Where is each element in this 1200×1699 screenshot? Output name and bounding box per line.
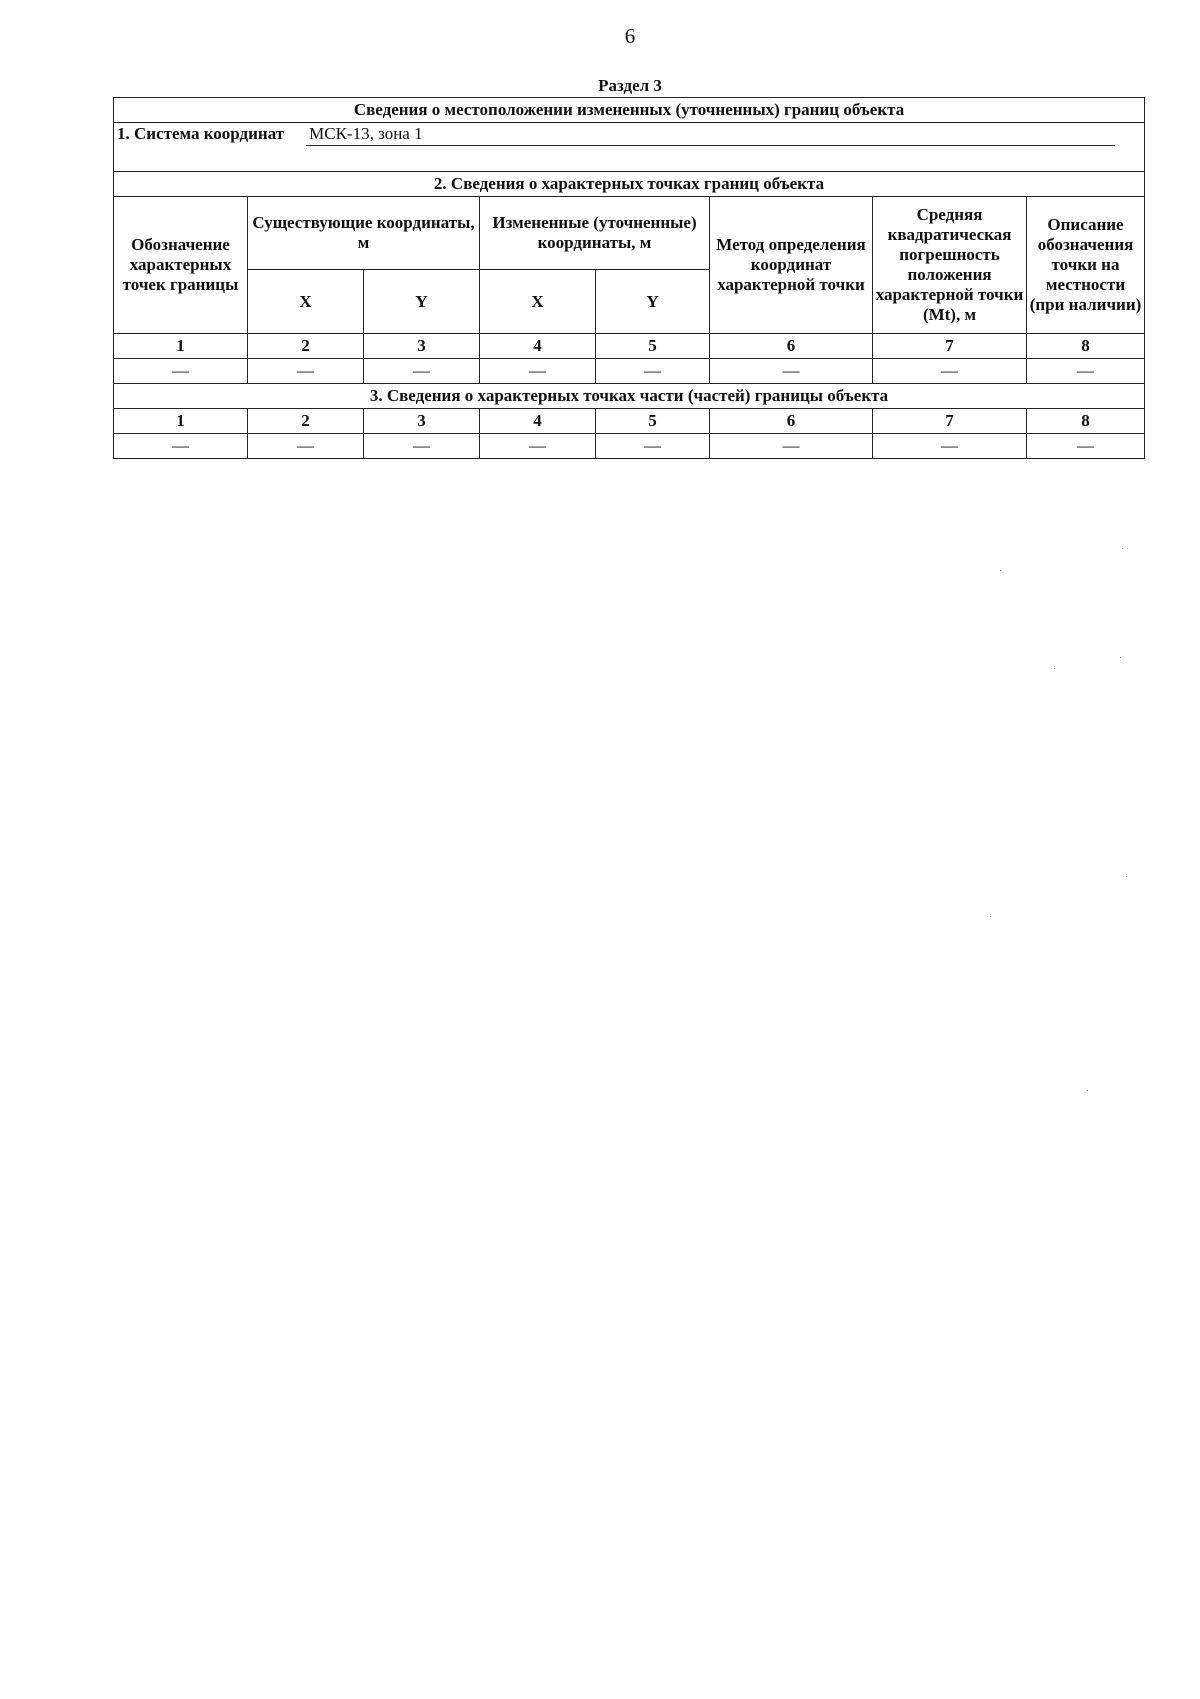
column-number: 6 [710, 334, 873, 359]
header-existing-coordinates: Существующие координаты, м [248, 197, 480, 270]
column-number: 7 [873, 334, 1027, 359]
scan-speck [990, 916, 991, 917]
header-changed-x: X [480, 270, 596, 334]
scan-speck [1120, 657, 1121, 658]
table-cell: — [248, 434, 364, 459]
column-number: 3 [364, 334, 480, 359]
table-cell: — [596, 359, 710, 384]
section-title: Раздел 3 [598, 76, 662, 95]
table-cell: — [248, 359, 364, 384]
scan-speck [1054, 668, 1055, 669]
header-description: Описание обозначения точки на местности (при наличии) [1027, 197, 1145, 334]
table-cell: — [710, 359, 873, 384]
column-number: 3 [364, 409, 480, 434]
table-cell: — [114, 359, 248, 384]
table-cell: — [1027, 359, 1145, 384]
header-error: Средняя квадратическая погрешность положения характерной точки (Mt), м [873, 197, 1027, 334]
part3-title: 3. Сведения о характерных точках части (частей) границы объекта [114, 384, 1145, 409]
scan-speck [1126, 876, 1127, 877]
table-cell: — [480, 359, 596, 384]
column-number: 8 [1027, 334, 1145, 359]
table-cell: — [710, 434, 873, 459]
table-cell: — [873, 359, 1027, 384]
header-existing-x: X [248, 270, 364, 334]
scan-speck [1087, 1090, 1088, 1091]
part2-column-numbers [114, 334, 1145, 359]
part2-title: 2. Сведения о характерных точках границ объекта [114, 172, 1145, 197]
column-number: 6 [710, 409, 873, 434]
column-number: 5 [596, 409, 710, 434]
table-cell: — [364, 434, 480, 459]
table-title: Сведения о местоположении измененных (уточненных) границ объекта [114, 98, 1145, 123]
coordinate-system-value: МСК-13, зона 1 [306, 123, 1115, 146]
scan-speck [1122, 548, 1123, 549]
table-row [114, 359, 1145, 384]
column-number: 8 [1027, 409, 1145, 434]
header-designation: Обозначение характерных точек границы [114, 197, 248, 334]
column-number: 5 [596, 334, 710, 359]
table-row [114, 434, 1145, 459]
header-changed-coordinates: Измененные (уточненные) координаты, м [480, 197, 710, 270]
column-number: 2 [248, 334, 364, 359]
table-cell: — [596, 434, 710, 459]
table-cell: — [364, 359, 480, 384]
header-existing-y: Y [364, 270, 480, 334]
column-number: 4 [480, 334, 596, 359]
column-number: 1 [114, 334, 248, 359]
coordinate-system-row [114, 123, 1145, 172]
scan-speck [1000, 570, 1001, 571]
header-changed-y: Y [596, 270, 710, 334]
boundary-table [113, 97, 1145, 459]
table-cell: — [480, 434, 596, 459]
column-number: 1 [114, 409, 248, 434]
page-number: 6 [624, 24, 636, 48]
column-number: 7 [873, 409, 1027, 434]
table-cell: — [114, 434, 248, 459]
table-cell: — [873, 434, 1027, 459]
coordinate-system-label: 1. Система координат [117, 124, 285, 143]
column-number: 4 [480, 409, 596, 434]
part3-column-numbers [114, 409, 1145, 434]
header-method: Метод определения координат характерной точки [710, 197, 873, 334]
table-cell: — [1027, 434, 1145, 459]
column-number: 2 [248, 409, 364, 434]
